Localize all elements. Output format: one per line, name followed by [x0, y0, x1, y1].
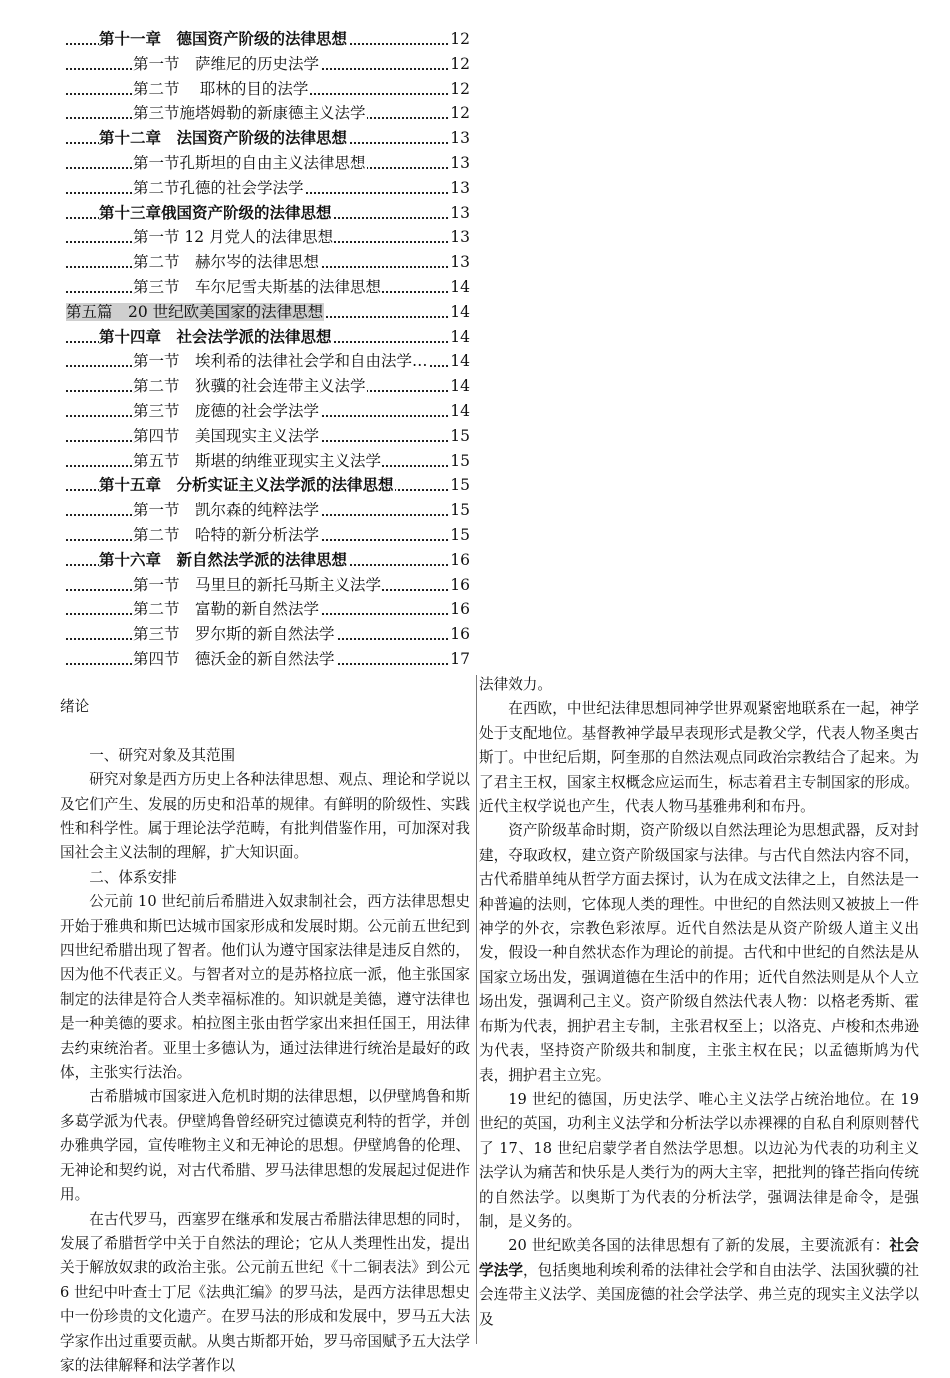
- toc-page-number: 16: [449, 597, 470, 622]
- toc-label: 第十四章 社会法学派的法律思想: [99, 326, 332, 346]
- toc-label: 第二节 哈特的新分析法学: [133, 525, 320, 544]
- toc-section[interactable]: [66, 101, 470, 126]
- toc-page-number: 13: [449, 201, 470, 226]
- toc-label: 第十二章 法国资产阶级的法律思想: [99, 128, 348, 148]
- toc-label: 第四节 美国现实主义法学: [133, 426, 320, 445]
- toc-label: 第一节 12 月党人的法律思想: [133, 228, 334, 247]
- toc-page-number: 12: [449, 27, 470, 52]
- toc-page-number: 13: [449, 151, 470, 176]
- paragraph: 研究对象是西方历史上各种法律思想、观点、理论和学说以及它们产生、发展的历史和沿革的规律。有鲜明的阶级性、实践性和科学性。属于理论法学范畴，有批判借鉴作用，可加深对我国社会主义法制的理解，扩大知识面。: [60, 771, 470, 862]
- toc-page-number: 12: [449, 101, 470, 126]
- toc-label: 第十六章 新自然法学派的法律思想: [99, 549, 348, 569]
- toc-label: 第三节施塔姆勒的新康德主义法学: [133, 104, 366, 123]
- toc-page-number: 13: [449, 250, 470, 275]
- toc-page-number: 13: [449, 126, 470, 151]
- paragraph: 在古代罗马，西塞罗在继承和发展古希腊法律思想的同时，发展了希腊哲学中关于自然法的理论；它从人类理性出发，提出关于解放奴隶的政治主张。公元前五世纪《十二铜表法》到公元 6 世纪中叶查士丁尼《法典汇编》的罗马法，是西方法律思想史中一份珍贵的文化遗产。在罗马法的形成和发展中，罗马五大法学家作出过重要贡献。从奥古斯都开始，罗马帝国赋予五大法学家的法律解释和法学著作以: [60, 1210, 470, 1374]
- toc-page-number: 15: [449, 449, 470, 474]
- toc-part[interactable]: [66, 300, 470, 325]
- toc-page-number: 15: [449, 498, 470, 523]
- toc-section[interactable]: [66, 647, 470, 672]
- toc-label: 第三节 车尔尼雪夫斯基的法律思想: [133, 277, 382, 296]
- toc-section[interactable]: [66, 399, 470, 424]
- paragraph: [479, 1234, 919, 1332]
- toc-label: 第一节 凯尔森的纯粹法学: [133, 501, 320, 520]
- toc-chapter[interactable]: [66, 27, 470, 52]
- toc-label: 第十一章 德国资产阶级的法律思想: [99, 29, 348, 48]
- paragraph-continuation: 法律效力。: [479, 676, 552, 693]
- toc-chapter[interactable]: [66, 473, 470, 498]
- toc-label: 第四节 德沃金的新自然法学: [133, 649, 335, 668]
- left-column: [60, 695, 470, 1378]
- toc-section[interactable]: [66, 597, 470, 622]
- table-of-contents: [66, 27, 470, 672]
- section-heading-1: 一、研究对象及其范围: [89, 746, 236, 764]
- toc-section[interactable]: [66, 573, 470, 598]
- paragraph: 公元前 10 世纪前后希腊进入奴隶制社会，西方法律思想史开始于雅典和斯巴达城市国家形成和发展时期。公元前五世纪到四世纪希腊出现了智者。他们认为遵守国家法律是违反自然的，因为他不代表正义。与智者对立的是苏格拉底一派，他主张国家制定的法律是符合人类幸福标准的。知识就是美德，遵守法律也是一种美德的要求。柏拉图主张由哲学家出来担任国王，用法律去约束统治者。亚里士多德认为，通过法律进行统治是最好的政体，主张实行法治。: [60, 893, 470, 1082]
- right-column: [479, 673, 919, 1332]
- toc-page-number: 16: [449, 573, 470, 598]
- toc-section[interactable]: [66, 449, 470, 474]
- toc-section[interactable]: [66, 523, 470, 548]
- toc-section[interactable]: [66, 349, 470, 374]
- toc-chapter[interactable]: [66, 201, 470, 226]
- toc-page-number: 16: [449, 622, 470, 647]
- toc-chapter[interactable]: [66, 548, 470, 573]
- toc-section[interactable]: [66, 176, 470, 201]
- toc-page-number: 14: [449, 399, 470, 424]
- toc-page-number: 14: [449, 349, 470, 374]
- toc-section[interactable]: [66, 77, 470, 102]
- toc-page-number: 13: [449, 225, 470, 250]
- paragraph: 古希腊城市国家进入危机时期的法律思想，以伊壁鸠鲁和斯多葛学派为代表。伊壁鸠鲁曾经研究过德谟克利特的哲学，并创办雅典学园，宣传唯物主义和无神论的思想。伊壁鸠鲁的伦理、无神论和契约说，对古代希腊、罗马法律思想的发展起过促进作用。: [60, 1088, 470, 1204]
- toc-section[interactable]: [66, 374, 470, 399]
- toc-section[interactable]: [66, 250, 470, 275]
- paragraph-text: ，包括奥地利埃利希的法律社会学和自由法学、法国狄骥的社会连带主义法学、美国庞德的社会学法学、弗兰克的现实主义法学以及: [479, 1261, 919, 1328]
- toc-label: 第二节 赫尔岑的法律思想: [133, 253, 320, 272]
- toc-section[interactable]: [66, 225, 470, 250]
- toc-label: 第十五章 分析实证主义法学派的法律思想: [99, 475, 394, 495]
- toc-page-number: 14: [449, 300, 470, 325]
- toc-page-number: 15: [449, 523, 470, 548]
- toc-label: 第二节 狄骥的社会连带主义法学: [133, 377, 366, 396]
- paragraph: 资产阶级革命时期，资产阶级以自然法理论为思想武器，反对封建，夺取政权，建立资产阶级国家与法律。与古代自然法内容不同，古代希腊单纯从哲学方面去探讨，认为在成文法律之上，自然法是一种普遍的法则，它体现人类的理性。中世纪的自然法则又被披上一件神学的外衣，宗教色彩浓厚。近代自然法是从资产阶级人道主义出发，假设一种自然状态作为理论的前提。古代和中世纪的自然法是从国家立场出发，强调道德在生活中的作用；近代自然法则是从个人立场出发，强调利己主义。资产阶级自然法代表人物：以格老秀斯、霍布斯为代表，拥护君主专制，主张君权至上；以洛克、卢梭和杰弗逊为代表，坚持资产阶级共和制度，主张主权在民；以孟德斯鸠为代表，拥护君主立宪。: [479, 822, 919, 1084]
- bold-term: 社会学法学: [479, 1237, 919, 1279]
- toc-label: 第五篇 20 世纪欧美国家的法律思想: [66, 302, 324, 321]
- toc-page-number: 14: [449, 374, 470, 399]
- toc-section[interactable]: [66, 424, 470, 449]
- toc-section[interactable]: [66, 498, 470, 523]
- toc-label: 第二节 富勒的新自然法学: [133, 600, 320, 619]
- toc-label: 第一节孔斯坦的自由主义法律思想: [133, 153, 366, 172]
- toc-section[interactable]: [66, 52, 470, 77]
- toc-page-number: 15: [449, 424, 470, 449]
- toc-label: 第五节 斯堪的纳维亚现实主义法学: [133, 451, 382, 470]
- section-heading-2: 二、体系安排: [89, 868, 177, 886]
- paragraph: 19 世纪的德国，历史法学、唯心主义法学占统治地位。在 19 世纪的英国，功利主义法学和分析法学以赤裸裸的自私自利原则替代了 17、18 世纪启蒙学者自然法学思想。以边沁为代表的功利主义法学认为痛苦和快乐是人类行为的两大主宰，把批判的锋芒指向传统的自然法学。以奥斯丁为代表的分析法学，强调法律是命令，是强制，是义务的。: [479, 1090, 919, 1230]
- toc-page-number: 12: [449, 77, 470, 102]
- toc-section[interactable]: [66, 622, 470, 647]
- column-divider: [476, 675, 477, 1344]
- paragraph-text: 20 世纪欧美各国的法律思想有了新的发展，主要流派有：: [508, 1237, 890, 1255]
- toc-page-number: 13: [449, 176, 470, 201]
- toc-label: 第十三章俄国资产阶级的法律思想: [99, 202, 332, 222]
- toc-page-number: 17: [449, 647, 470, 672]
- toc-label: 第一节 马里旦的新托马斯主义法学: [133, 575, 382, 594]
- paragraph: 在西欧，中世纪法律思想同神学世界观紧密地联系在一起，神学处于支配地位。基督教神学最早表现形式是教父学，代表人物圣奥古斯丁。中世纪后期，阿奎那的自然法观点同政治宗教结合了起来。为了君主王权，国家主权概念应运而生，标志着君主专制国家的形成。近代主权学说也产生，代表人物马基雅弗利和布丹。: [479, 700, 919, 816]
- toc-label: 第一节 萨维尼的历史法学: [133, 54, 320, 73]
- toc-label: 第一节 埃利希的法律社会学和自由法学…: [133, 352, 428, 371]
- toc-label: 第二节孔德的社会学法学: [133, 178, 304, 197]
- toc-page-number: 14: [449, 325, 470, 350]
- blank-line: [60, 719, 470, 743]
- introduction-title: 绪论: [60, 698, 90, 715]
- toc-chapter[interactable]: [66, 126, 470, 151]
- toc-section[interactable]: [66, 275, 470, 300]
- toc-section[interactable]: [66, 151, 470, 176]
- toc-label: 第二节 耶林的目的法学: [133, 79, 309, 98]
- toc-page-number: 14: [449, 275, 470, 300]
- toc-page-number: 15: [449, 473, 470, 498]
- toc-page-number: 12: [449, 52, 470, 77]
- toc-label: 第三节 庞德的社会学法学: [133, 401, 320, 420]
- toc-label: 第三节 罗尔斯的新自然法学: [133, 625, 335, 644]
- toc-chapter[interactable]: [66, 325, 470, 350]
- toc-page-number: 16: [449, 548, 470, 573]
